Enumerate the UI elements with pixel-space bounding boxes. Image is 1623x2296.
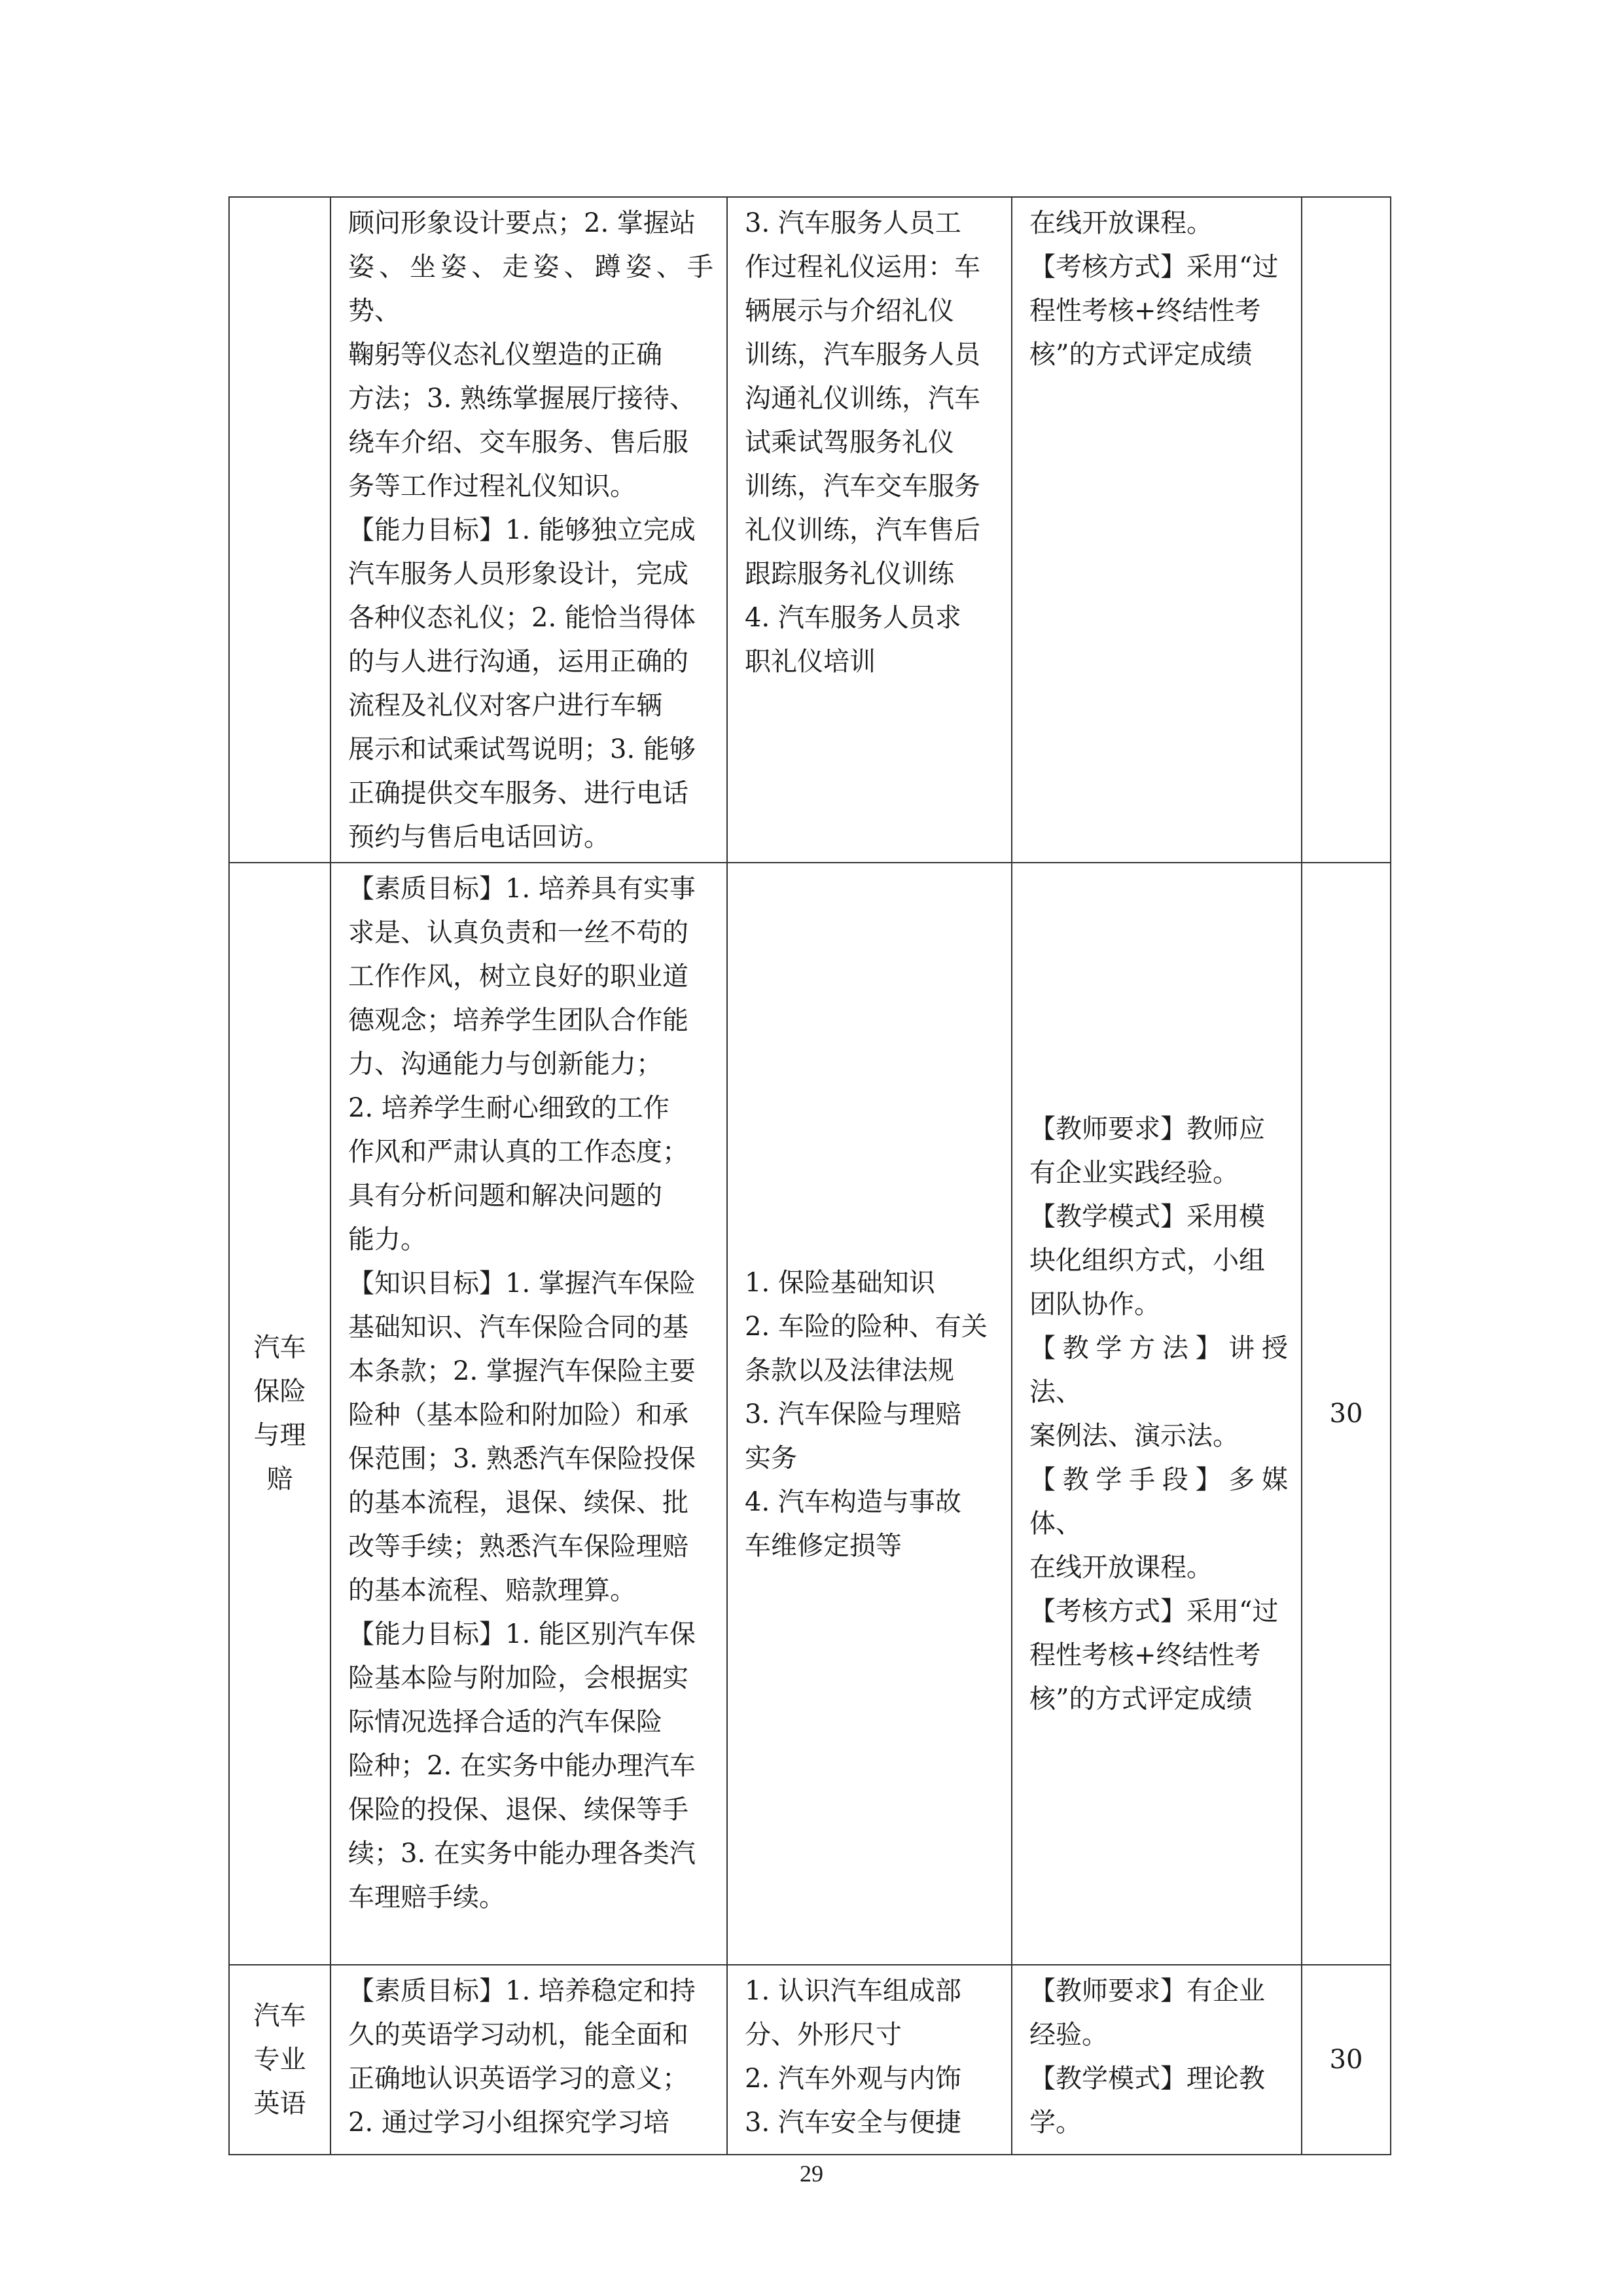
hours-cell: 30 <box>1302 863 1391 1965</box>
text-line: 【教学模式】采用模 <box>1029 1202 1265 1232</box>
text-line: 2. 通过学习小组探究学习培 <box>348 2108 669 2138</box>
text-line: 【考核方式】采用“过 <box>1029 252 1279 282</box>
text-line: 在线开放课程。 <box>1029 1552 1213 1583</box>
text-line: 【教师要求】有企业 <box>1029 1976 1265 2006</box>
text-line: 程性考核+终结性考 <box>1029 1640 1261 1670</box>
text-line: 续；3. 在实务中能办理各类汽 <box>348 1839 696 1869</box>
text-line: 保险的投保、退保、续保等手 <box>348 1795 688 1825</box>
text-line: 力、沟通能力与创新能力； <box>348 1049 662 1079</box>
text-line: 经验。 <box>1029 2020 1108 2050</box>
text-line: 【教学方法】讲授法、 <box>1029 1333 1288 1407</box>
text-line: 【素质目标】1. 培养具有实事 <box>348 874 696 904</box>
text-line: 流程及礼仪对客户进行车辆 <box>348 691 662 721</box>
text-line: 保范围；3. 熟悉汽车保险投保 <box>348 1444 696 1474</box>
course-name-cell <box>229 863 330 1965</box>
requirements-cell <box>1012 1965 1302 2155</box>
text-line: 1. 保险基础知识 <box>745 1267 935 1298</box>
text-line: 3. 汽车保险与理赔 <box>745 1399 961 1429</box>
requirements-cell <box>1012 197 1302 863</box>
curriculum-table <box>228 196 1391 2155</box>
text-line: 3. 汽车服务人员工 <box>745 208 961 238</box>
text-line: 的与人进行沟通，运用正确的 <box>348 647 688 677</box>
text-line: 辆展示与介绍礼仪 <box>745 296 954 326</box>
table-row <box>229 863 1391 1965</box>
text-line: 险种；2. 在实务中能办理汽车 <box>348 1751 696 1781</box>
text-line: 训练，汽车服务人员 <box>745 340 980 370</box>
text-line: 3. 汽车安全与便捷 <box>745 2108 961 2138</box>
text-line: 块化组织方式，小组 <box>1029 1246 1265 1276</box>
objectives-cell <box>330 863 727 1965</box>
text-line: 顾问形象设计要点；2. 掌握站 <box>348 208 696 238</box>
text-line: 各种仪态礼仪；2. 能恰当得体 <box>348 603 696 633</box>
text-line: 工作作风，树立良好的职业道 <box>348 961 688 992</box>
course-name-cell <box>229 1965 330 2155</box>
text-line: 条款以及法律法规 <box>745 1355 954 1386</box>
text-line: 险基本险与附加险，会根据实 <box>348 1663 688 1693</box>
text-line: 汽车服务人员形象设计，完成 <box>348 559 688 589</box>
text-line: 【教学手段】多媒体、 <box>1029 1465 1288 1539</box>
text-line: 沟通礼仪训练，汽车 <box>745 384 980 414</box>
text-line: 久的英语学习动机，能全面和 <box>348 2020 688 2050</box>
text-line: 德观念；培养学生团队合作能 <box>348 1005 688 1035</box>
text-line: 基础知识、汽车保险合同的基 <box>348 1312 688 1342</box>
course-name-line: 英语 <box>253 2088 306 2119</box>
text-line: 在线开放课程。 <box>1029 208 1213 238</box>
text-line: 程性考核+终结性考 <box>1029 296 1261 326</box>
text-line: 正确提供交车服务、进行电话 <box>348 778 688 808</box>
text-line: 学。 <box>1029 2108 1082 2138</box>
course-name-line: 专业 <box>253 2044 306 2075</box>
text-line: 的基本流程，退保、续保、批 <box>348 1488 688 1518</box>
text-line: 的基本流程、赔款理算。 <box>348 1575 636 1605</box>
page-number: 29 <box>800 2161 823 2187</box>
text-line: 务等工作过程礼仪知识。 <box>348 471 636 501</box>
text-line: 改等手续；熟悉汽车保险理赔 <box>348 1532 688 1562</box>
text-line: 分、外形尺寸 <box>745 2020 902 2050</box>
text-line: 职礼仪培训 <box>745 647 876 677</box>
text-line: 鞠躬等仪态礼仪塑造的正确 <box>348 340 662 370</box>
text-line: 正确地认识英语学习的意义； <box>348 2064 688 2094</box>
text-line: 【教师要求】教师应 <box>1029 1114 1265 1144</box>
requirements-cell <box>1012 863 1302 1965</box>
text-line: 1. 认识汽车组成部 <box>745 1976 961 2006</box>
content-cell <box>727 197 1012 863</box>
text-line: 训练，汽车交车服务 <box>745 471 980 501</box>
text-line: 2. 车险的险种、有关 <box>745 1311 988 1342</box>
text-line: 作风和严肃认真的工作态度； <box>348 1137 688 1167</box>
course-name-line: 赔 <box>266 1464 293 1494</box>
text-line: 具有分析问题和解决问题的 <box>348 1181 662 1211</box>
text-line: 车理赔手续。 <box>348 1882 505 1912</box>
text-line: 案例法、演示法。 <box>1029 1421 1239 1451</box>
text-line: 【素质目标】1. 培养稳定和持 <box>348 1976 696 2006</box>
text-line: 团队协作。 <box>1029 1289 1160 1319</box>
text-line: 试乘试驾服务礼仪 <box>745 427 954 457</box>
text-line: 求是、认真负责和一丝不苟的 <box>348 918 688 948</box>
text-line: 核”的方式评定成绩 <box>1029 340 1253 370</box>
text-line: 险种（基本险和附加险）和承 <box>348 1400 688 1430</box>
course-name-cell <box>229 197 330 863</box>
text-line: 绕车介绍、交车服务、售后服 <box>348 427 688 457</box>
text-line: 【考核方式】采用“过 <box>1029 1596 1279 1626</box>
text-line: 有企业实践经验。 <box>1029 1158 1239 1188</box>
text-line: 4. 汽车服务人员求 <box>745 603 961 633</box>
text-line: 作过程礼仪运用：车 <box>745 252 980 282</box>
text-line: 展示和试乘试驾说明；3. 能够 <box>348 734 696 764</box>
text-line: 【教学模式】理论教 <box>1029 2064 1265 2094</box>
content-cell <box>727 1965 1012 2155</box>
content-cell <box>727 863 1012 1965</box>
text-line: 预约与售后电话回访。 <box>348 822 610 852</box>
course-name-line: 汽车 <box>253 2000 306 2031</box>
objectives-cell <box>330 197 727 863</box>
text-line: 际情况选择合适的汽车保险 <box>348 1707 662 1737</box>
hours-cell <box>1302 197 1391 863</box>
text-line: 【能力目标】1. 能区别汽车保 <box>348 1619 696 1649</box>
text-line: 【知识目标】1. 掌握汽车保险 <box>348 1268 696 1299</box>
text-line: 能力。 <box>348 1225 427 1255</box>
hours-cell: 30 <box>1302 1965 1391 2155</box>
text-line: 4. 汽车构造与事故 <box>745 1486 961 1517</box>
text-line: 姿、坐姿、走姿、蹲姿、手势、 <box>348 252 713 326</box>
table-row <box>229 1965 1391 2155</box>
text-line: 本条款；2. 掌握汽车保险主要 <box>348 1356 696 1386</box>
text-line: 礼仪训练，汽车售后 <box>745 515 980 545</box>
objectives-cell <box>330 1965 727 2155</box>
text-line: 【能力目标】1. 能够独立完成 <box>348 515 696 545</box>
text-line: 核”的方式评定成绩 <box>1029 1684 1253 1714</box>
text-line: 2. 培养学生耐心细致的工作 <box>348 1093 669 1123</box>
course-name-line: 保险 <box>253 1376 306 1407</box>
text-line: 实务 <box>745 1443 797 1473</box>
course-name-line: 汽车 <box>253 1333 306 1363</box>
course-name-line: 与理 <box>253 1420 306 1450</box>
text-line: 方法；3. 熟练掌握展厅接待、 <box>348 384 696 414</box>
text-line: 跟踪服务礼仪训练 <box>745 559 954 589</box>
text-line: 车维修定损等 <box>745 1530 902 1561</box>
table-row <box>229 197 1391 863</box>
text-line: 2. 汽车外观与内饰 <box>745 2064 961 2094</box>
